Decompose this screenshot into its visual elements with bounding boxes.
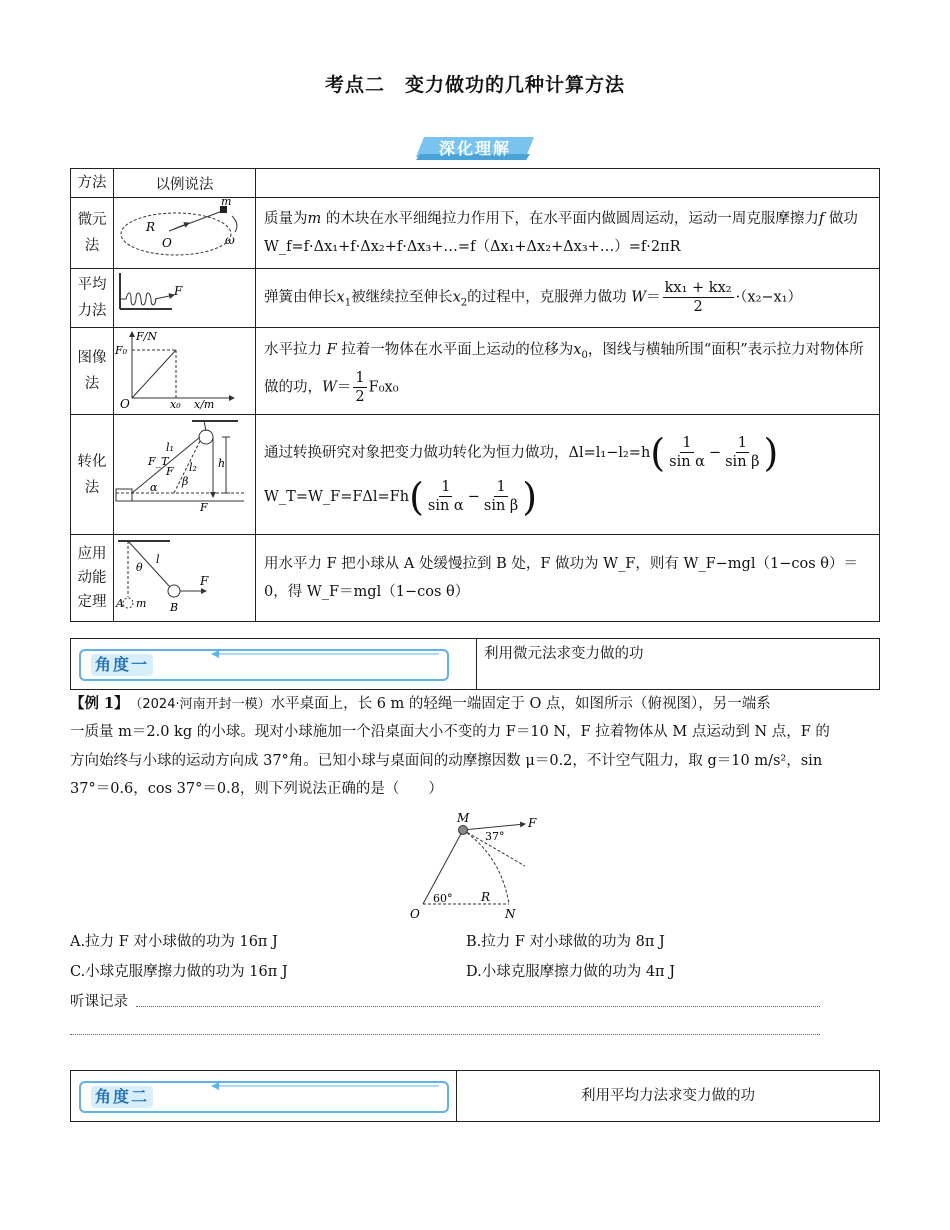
angle-label: 角度一: [91, 654, 153, 676]
svg-text:x₀: x₀: [170, 398, 181, 410]
fraction: $\frac{1}{2}$: [355, 370, 365, 406]
table-row: [71, 328, 880, 415]
method-name: 微元法: [71, 198, 114, 269]
page-title: 考点二 变力做功的几种计算方法: [324, 74, 625, 96]
method-name: 转化法: [71, 415, 114, 535]
angle-1-title: 利用微元法求变力做的功: [484, 646, 644, 662]
svg-text:F₀: F₀: [115, 344, 128, 357]
table-row: [71, 269, 880, 328]
method-description: 水平拉力 F 拉着一物体在水平面上运动的位移为$x_0$，图线与横轴所围“面积”表示拉力对物体所做的功，W＝ $\frac{1}{2}$ F₀x₀: [256, 328, 880, 415]
formula: W_f=f·Δx₁+f·Δx₂+f·Δx₃+…=f（Δx₁+Δx₂+Δx₃+…）=f·2πR: [264, 239, 681, 255]
angle-label: 角度二: [91, 1086, 153, 1108]
example-line-3: 方向始终与小球的运动方向成 37°角。已知小球与桌面间的动摩擦因数 μ＝0.2，不计空气阻力，取 g＝10 m/s²，sin: [70, 753, 823, 769]
svg-text:F: F: [200, 501, 208, 514]
example-line-4: 37°＝0.6，cos 37°＝0.8，则下列说法正确的是（ ）: [70, 781, 443, 797]
figure-micro: [114, 198, 256, 269]
svg-text:h: h: [218, 457, 226, 470]
svg-text:O: O: [162, 236, 172, 250]
option-c[interactable]: C.小球克服摩擦力做的功为 16π J: [70, 964, 288, 980]
method-name: 平均力法: [71, 269, 114, 328]
svg-text:60°: 60°: [433, 892, 453, 905]
option-d[interactable]: D.小球克服摩擦力做的功为 4π J: [466, 964, 676, 980]
svg-text:ω: ω: [225, 233, 235, 247]
figure-pulley: [114, 415, 256, 535]
notes-line[interactable]: [136, 1006, 820, 1007]
svg-text:37°: 37°: [485, 830, 505, 843]
figure-spring: [114, 269, 256, 328]
svg-text:F: F: [528, 816, 537, 830]
example-line-2: 一质量 m＝2.0 kg 的小球。现对小球施加一个沿桌面大小不变的力 F＝10 N，F 拉着物体从 M 点运动到 N 点，F 的: [70, 724, 830, 740]
svg-text:F: F: [166, 465, 174, 478]
notes-label: 听课记录: [70, 994, 128, 1010]
method-name: 图像法: [71, 328, 114, 415]
methods-table: [70, 168, 880, 622]
svg-text:B: B: [170, 601, 179, 614]
method-name: 应用动能定理: [71, 535, 114, 622]
figure-pendulum: [114, 535, 256, 622]
fraction: $\frac{\text{kx₁ + kx₂}}{2}$: [664, 279, 732, 315]
section-badge: 深化理解: [438, 139, 511, 158]
header-method: 方法: [71, 169, 114, 198]
table-row: [71, 415, 880, 535]
svg-text:l: l: [156, 553, 160, 566]
option-b[interactable]: B.拉力 F 对小球做的功为 8π J: [466, 934, 665, 950]
svg-text:O: O: [120, 397, 130, 410]
table-row: [71, 198, 880, 269]
svg-text:O: O: [410, 907, 420, 921]
angle-tag: [79, 1081, 449, 1113]
angle-2-box: [70, 1070, 880, 1122]
fig-label: m: [221, 198, 232, 208]
svg-text:m: m: [136, 597, 147, 610]
svg-text:x/m: x/m: [194, 398, 215, 410]
svg-text:θ: θ: [136, 561, 143, 574]
notes-line[interactable]: [70, 1034, 820, 1035]
svg-text:M: M: [457, 811, 470, 825]
svg-text:F/N: F/N: [136, 330, 157, 343]
example-figure: [405, 810, 555, 925]
figure-graph: [114, 328, 256, 415]
angle-tag: [79, 649, 449, 681]
svg-text:l₂: l₂: [189, 461, 197, 474]
example-line-1: 【例 1】 （2024·河南开封一模）水平桌面上，长 6 m 的轻绳一端固定于 O 点，如图所示（俯视图），另一端系: [70, 695, 771, 712]
svg-text:N: N: [505, 907, 516, 921]
svg-text:l₁: l₁: [166, 441, 174, 454]
method-description: 通过转换研究对象把变力做功转化为恒力做功，Δl=l₁−l₂=h ( $\frac{1}{\text{sin α}}$ − $\frac{1}{\text{sin β}}$ ) W_T=W_F=FΔl=Fh ( $\frac{1}{\text{sin α}}$ − $\frac{1}{\text{sin β}}$ ): [256, 415, 880, 535]
method-description: 质量为m 的木块在水平细绳拉力作用下，在水平面内做圆周运动，运动一周克服摩擦力f 做功 W_f=f·Δx₁+f·Δx₂+f·Δx₃+…=f（Δx₁+Δx₂+Δx₃+…）=f·2πR: [256, 198, 880, 269]
svg-text:F_T: F_T: [148, 455, 169, 468]
svg-text:F: F: [174, 284, 183, 298]
angle-1-box: [70, 638, 880, 690]
table-row: [71, 535, 880, 622]
angle-2-title: 利用平均力法求变力做的功: [581, 1088, 755, 1104]
svg-text:A: A: [116, 597, 124, 610]
svg-text:R: R: [481, 890, 491, 904]
header-example: 以例说法: [114, 169, 256, 198]
method-description: 弹簧由伸长$x_1$被继续拉至伸长$x_2$的过程中，克服弹力做功 W＝ $\frac{\text{kx₁ + kx₂}}{2}$ ·（x₂−x₁）: [256, 269, 880, 328]
svg-text:R: R: [146, 220, 156, 234]
svg-text:α: α: [150, 481, 158, 494]
svg-text:F: F: [200, 574, 209, 588]
option-a[interactable]: A.拉力 F 对小球做的功为 16π J: [70, 934, 278, 950]
svg-text:β: β: [182, 475, 189, 488]
method-description: 用水平力 F 把小球从 A 处缓慢拉到 B 处，F 做功为 W_F，则有 W_F−mgl（1−cos θ）＝0，得 W_F＝mgl（1−cos θ）: [256, 535, 880, 622]
